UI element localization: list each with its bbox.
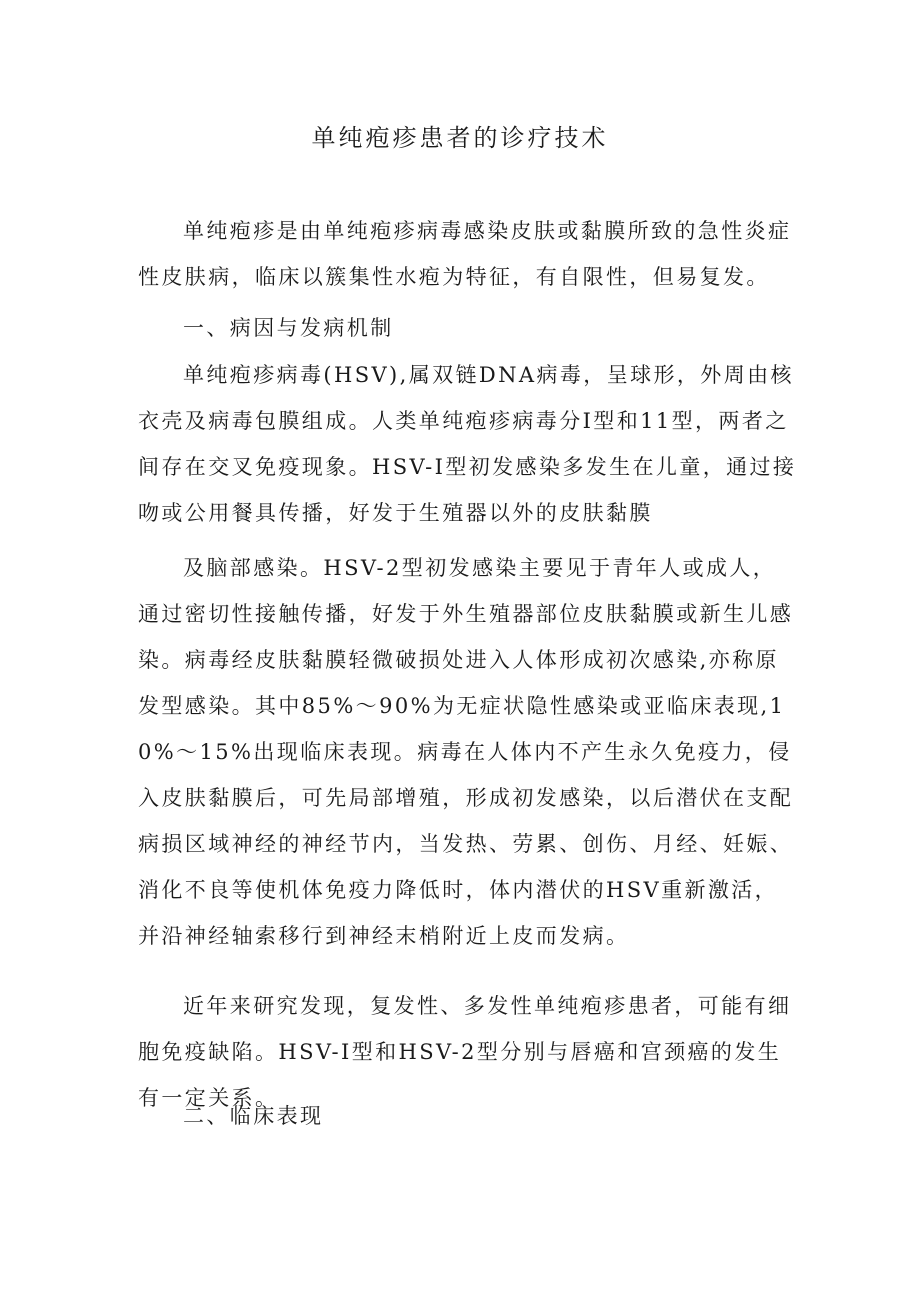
document-title: 单纯疱疹患者的诊疗技术 — [311, 124, 609, 152]
section1-paragraph-1: 单纯疱疹病毒(HSV),属双链DNA病毒，呈球形，外周由核衣壳及病毒包膜组成。人类单纯疱疹病毒分I型和11型，两者之间存在交叉免疫现象。HSV-I型初发感染多发生在儿童，通过接吻或公用餐具传播，好发于生殖器以外的皮肤黏膜 — [138, 363, 797, 525]
section1-paragraph-2: 及脑部感染。HSV-2型初发感染主要见于青年人或成人，通过密切性接触传播，好发于外生殖器部位皮肤黏膜或新生儿感染。病毒经皮肤黏膜轻微破损处进入人体形成初次感染,亦称原发型感染。其中85%～90%为无症状隐性感染或亚临床表现,10%～15%出现临床表现。病毒在人体内不产生永久免疫力，侵入皮肤黏膜后，可先局部增殖，形成初发感染，以后潜伏在支配病损区域神经的神经节内，当发热、劳累、创伤、月经、妊娠、消化不良等使机体免疫力降低时，体内潜伏的HSV重新激活，并沿神经轴索移行到神经末梢附近上皮而发病。 — [138, 556, 794, 948]
section2-heading: 二、临床表现 — [183, 1104, 324, 1128]
section1-paragraph-3: 近年来研究发现，复发性、多发性单纯疱疹患者，可能有细胞免疫缺陷。HSV-I型和HSV-2型分别与唇癌和宫颈癌的发生有一定关系。 — [138, 994, 792, 1110]
intro-paragraph: 单纯疱疹是由单纯疱疹病毒感染皮肤或黏膜所致的急性炎症性皮肤病，临床以簇集性水疱为特征，有自限性，但易复发。 — [138, 219, 792, 289]
section1-heading: 一、病因与发病机制 — [183, 316, 394, 340]
